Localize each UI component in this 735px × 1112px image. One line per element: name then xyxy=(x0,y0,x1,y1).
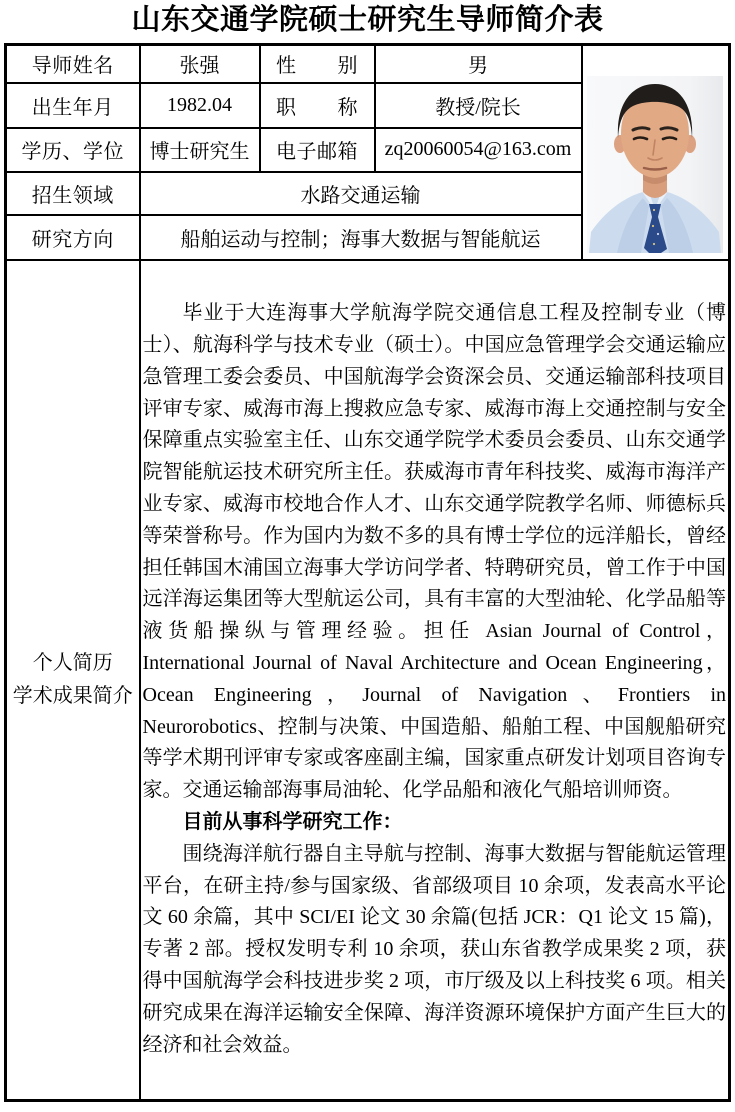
page-title: 山东交通学院硕士研究生导师简介表 xyxy=(131,4,604,36)
research-direction-value: 船舶运动与控制；海事大数据与智能航运 xyxy=(140,215,582,260)
research-work-heading: 目前从事科学研究工作： xyxy=(182,810,403,833)
profile-content-cell xyxy=(140,260,730,1101)
table-row xyxy=(6,260,730,1101)
email-label: 电子邮箱 xyxy=(260,128,375,172)
research-work-paragraph: 围绕海洋航行器自主导航与控制、海事大数据与智能航运管理平台，在研主持/参与国家级、省部级项目 10 余项，发表高水平论文 60 余篇，其中 SCI/EI 论文 30 余篇(包括 JCR：Q1 论文 15 篇)，专著 2 部。授权发明专利 10 余项，获山东省教学成果奖 2 项，获得中国航海学会科技进步奖 2 项，市厅级及以上科技奖 6 项。相关研究成果在海洋运输安全保障、海洋资源环境保护方面产生巨大的经济和社会效益。 xyxy=(142,842,726,1056)
supervisor-name-label: 导师姓名 xyxy=(6,45,140,83)
research-direction-label: 研究方向 xyxy=(6,215,140,260)
birth-date-label: 出生年月 xyxy=(6,83,140,128)
supervisor-name-value: 张强 xyxy=(140,45,260,83)
email-value: zq20060054@163.com xyxy=(375,128,582,172)
biography-paragraph: 毕业于大连海事大学航海学院交通信息工程及控制专业（博士）、航海科学与技术专业（硕士）。中国应急管理学会交通运输应急管理工委会委员、中国航海学会资深会员、交通运输部科技项目评审专家、威海市海上搜救应急专家、威海市海上交通控制与安全保障重点实验室主任、山东交通学院学术委员会委员、山东交通学院智能航运技术研究所主任。获威海市青年科技奖、威海市海洋产业专家、威海市校地合作人才、山东交通学院教学名师、师德标兵等荣誉称号。作为国内为数不多的具有博士学位的远洋船长，曾经担任韩国木浦国立海事大学访问学者、特聘研究员，曾工作于中国远洋海运集团等大型航运公司，具有丰富的大型油轮、化学品船等液货船操纵与管理经验。担任 Asian Journal of Control，International Journal of Naval Architecture and Ocean Engineering，Ocean Engineering，Journal of Navigation、Frontiers in Neurorobotics、控制与决策、中国造船、船舶工程、中国舰船研究等学术期刊评审专家或客座副主编，国家重点研发计划项目咨询专家。交通运输部海事局油轮、化学品船和液化气船培训师资。 xyxy=(142,302,726,802)
job-title-value: 教授/院长 xyxy=(375,83,582,128)
profile-label-line1: 个人简历 xyxy=(32,651,113,674)
education-value: 博士研究生 xyxy=(140,128,260,172)
profile-label-line2: 学术成果简介 xyxy=(12,684,133,707)
enrollment-field-value: 水路交通运输 xyxy=(140,172,582,215)
gender-label: 性 别 xyxy=(260,45,375,83)
enrollment-field-label: 招生领域 xyxy=(6,172,140,215)
table-row xyxy=(6,45,730,83)
supervisor-info-table xyxy=(4,43,731,1102)
job-title-label: 职 称 xyxy=(260,83,375,128)
photo-cell xyxy=(582,45,730,260)
gender-value: 男 xyxy=(375,45,582,83)
portrait-photo-graphic xyxy=(587,76,723,253)
supervisor-photo xyxy=(587,76,723,253)
profile-section-label xyxy=(6,260,140,1101)
education-label: 学历、学位 xyxy=(6,128,140,172)
birth-date-value: 1982.04 xyxy=(140,83,260,128)
